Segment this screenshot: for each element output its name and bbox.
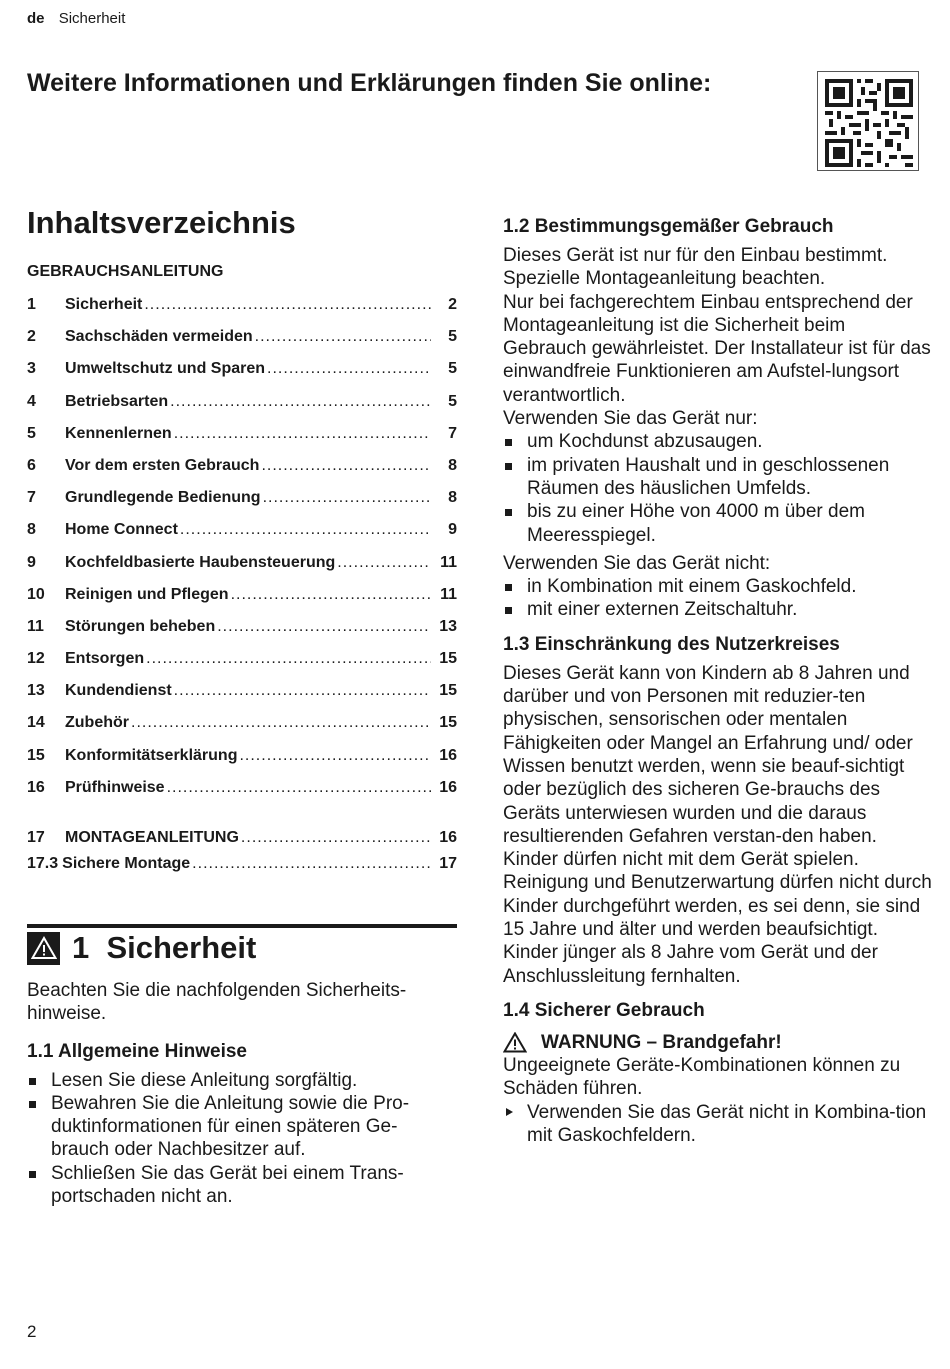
section-1-2-heading: 1.2 Bestimmungsgemäßer Gebrauch xyxy=(503,216,834,237)
list-item: mit einer externen Zeitschaltuhr. xyxy=(503,598,933,621)
header-section-title: Sicherheit xyxy=(58,10,126,27)
toc-entry[interactable] xyxy=(27,521,457,553)
toc-leader-dots xyxy=(267,360,431,378)
toc-entry-page: 11 xyxy=(440,553,457,571)
toc-leader-dots xyxy=(255,328,431,346)
toc-entry-number: 3 xyxy=(27,360,36,378)
qr-code-icon xyxy=(825,79,913,167)
toc-entry-number: 16 xyxy=(27,778,45,796)
list-item: Schließen Sie das Gerät bei einem Trans-portschaden nicht an. xyxy=(27,1162,447,1209)
toc-leader-dots xyxy=(146,650,431,668)
toc-entry-page: 9 xyxy=(448,521,457,539)
toc-entry-page: 16 xyxy=(439,829,457,846)
toc-entry[interactable] xyxy=(27,747,457,779)
running-header xyxy=(27,10,125,27)
toc-entry[interactable] xyxy=(27,779,457,811)
section-1-4-heading: 1.4 Sicherer Gebrauch xyxy=(503,999,705,1021)
toc-leader-dots xyxy=(174,425,431,443)
toc-entry[interactable] xyxy=(27,328,457,360)
toc-leader-dots xyxy=(131,714,431,732)
toc-entry-page: 2 xyxy=(448,296,457,313)
qr-code[interactable] xyxy=(817,71,919,171)
toc-entry[interactable] xyxy=(27,489,457,521)
section-1-title: 1 Sicherheit xyxy=(72,930,257,965)
toc-entry-number: 17 xyxy=(27,829,45,846)
section-1-2-nouse-list xyxy=(503,575,933,622)
toc-entry-label: Konformitätserklärung xyxy=(65,746,238,764)
toc-leader-dots xyxy=(167,779,431,797)
online-info-heading: Weitere Informationen und Erklärungen finden Sie online: xyxy=(27,69,712,97)
section-1-intro: Beachten Sie die nachfolgenden Sicherheits-hinweise. xyxy=(27,980,407,1025)
toc-entry-label: Sachschäden vermeiden xyxy=(65,328,253,346)
toc-entry-number: 7 xyxy=(27,489,36,507)
toc-leader-dots xyxy=(192,855,431,873)
toc-leader-dots xyxy=(239,747,431,765)
toc-entry[interactable] xyxy=(27,714,457,746)
toc-entry-number: 17.3 xyxy=(27,855,59,872)
toc-entry-number: 12 xyxy=(27,650,45,668)
warning-action-list xyxy=(503,1101,933,1148)
toc-entry-number: 6 xyxy=(27,456,36,474)
toc-entry-page: 16 xyxy=(439,778,457,796)
section-1-2-use-intro: Verwenden Sie das Gerät nur: xyxy=(503,408,758,430)
toc-entry-number: 5 xyxy=(27,424,36,442)
list-item: um Kochdunst abzusaugen. xyxy=(503,430,933,453)
toc-list xyxy=(27,296,457,811)
toc-leader-dots xyxy=(174,682,431,700)
toc-entry[interactable] xyxy=(27,425,457,457)
toc-entry-number: 10 xyxy=(27,585,45,603)
toc-entry-label: Vor dem ersten Gebrauch xyxy=(65,456,260,474)
toc-entry-number: 1 xyxy=(27,296,36,313)
section-1-2-nouse-intro: Verwenden Sie das Gerät nicht: xyxy=(503,552,771,574)
left-column xyxy=(27,205,457,1208)
toc-leader-dots xyxy=(170,393,431,411)
toc-entry-label: Betriebsarten xyxy=(65,392,169,410)
toc-entry[interactable] xyxy=(27,554,457,586)
toc-leader-dots xyxy=(231,586,431,604)
section-1-1-heading: 1.1 Allgemeine Hinweise xyxy=(27,1040,247,1062)
toc-entry-page: 7 xyxy=(448,424,457,442)
section-1-3-heading: 1.3 Einschränkung des Nutzerkreises xyxy=(503,633,840,655)
toc-entry[interactable] xyxy=(27,586,457,618)
toc-entry[interactable] xyxy=(27,682,457,714)
toc-entry-label: MONTAGEANLEITUNG xyxy=(65,829,239,846)
section-1-heading xyxy=(27,924,457,966)
toc-entry-number: 8 xyxy=(27,521,36,539)
toc-leader-dots xyxy=(263,489,431,507)
toc-entry-label: Grundlegende Bedienung xyxy=(65,489,261,507)
right-column xyxy=(503,215,933,1147)
toc-entry-page: 8 xyxy=(448,489,457,507)
toc-section-label: GEBRAUCHSANLEITUNG xyxy=(27,263,224,280)
toc-leader-dots xyxy=(241,829,431,847)
toc-entry-sichere-montage[interactable] xyxy=(27,855,457,881)
toc-entry-number: 11 xyxy=(27,617,44,635)
toc-entry-number: 14 xyxy=(27,714,45,732)
toc-entry[interactable] xyxy=(27,618,457,650)
toc-leader-dots xyxy=(217,618,431,636)
toc-entry-number: 9 xyxy=(27,553,36,571)
warning-text: Ungeeignete Geräte-Kombinationen können zu Schäden führen. xyxy=(503,1054,901,1100)
section-1-1-list xyxy=(27,1069,447,1209)
toc-entry-page: 5 xyxy=(448,360,457,378)
toc-entry-number: 4 xyxy=(27,392,36,410)
toc-entry[interactable] xyxy=(27,650,457,682)
page-number: 2 xyxy=(27,1322,37,1341)
toc-entry-label: Sichere Montage xyxy=(62,855,191,872)
toc-entry-number: 13 xyxy=(27,682,45,700)
toc-entry-label: Entsorgen xyxy=(65,650,145,668)
warning-label: WARNUNG – Brandgefahr! xyxy=(541,1031,782,1053)
section-1-2-use-list xyxy=(503,430,933,546)
toc-entry-page: 5 xyxy=(448,328,457,346)
toc-entry-label: Kochfeldbasierte Haubensteuerung xyxy=(65,553,336,571)
toc-entry-label: Home Connect xyxy=(65,521,178,539)
toc-entry-page: 17 xyxy=(439,855,457,872)
section-1-3-paragraph: Reinigung und Benutzerwartung dürfen nicht durch Kinder durchgeführt werden, es sei denn, sie sind 15 Jahre und älter und werden beaufsichtigt. xyxy=(503,872,932,941)
section-1-3-paragraph: Kinder jünger als 8 Jahre vom Gerät und der Anschlussleitung fernhalten. xyxy=(503,942,878,987)
toc-entry-label: Störungen beheben xyxy=(65,617,216,635)
section-1-2-paragraph: Dieses Gerät ist nur für den Einbau bestimmt. Spezielle Montageanleitung beachten. xyxy=(503,245,888,290)
toc-entry-page: 11 xyxy=(440,585,457,603)
action-step: Verwenden Sie das Gerät nicht in Kombina-tion mit Gaskochfeldern. xyxy=(503,1101,933,1148)
fire-warning xyxy=(503,1032,933,1054)
list-item: in Kombination mit einem Gaskochfeld. xyxy=(503,575,933,598)
toc-entry-label: Sicherheit xyxy=(65,296,143,313)
toc-entry-label: Kundendienst xyxy=(65,682,172,700)
toc-entry-label: Zubehör xyxy=(65,714,129,732)
toc-entry-label: Prüfhinweise xyxy=(65,778,165,796)
toc-entry-page: 15 xyxy=(439,682,457,700)
toc-leader-dots xyxy=(261,457,431,475)
toc-entry-label: Reinigen und Pflegen xyxy=(65,585,229,603)
toc-entry[interactable] xyxy=(27,457,457,489)
toc-entry-page: 5 xyxy=(448,392,457,410)
list-item: Lesen Sie diese Anleitung sorgfältig. xyxy=(27,1069,447,1092)
toc-title: Inhaltsverzeichnis xyxy=(27,205,296,240)
section-1-3-paragraph: Dieses Gerät kann von Kindern ab 8 Jahren und darüber und von Personen mit reduzier-ten physischen, sensorischen oder mentalen Fähigkeiten oder Mangel an Erfahrung und/ oder Wissen benutzt werden, wenn sie beauf-sichtigt oder bezüglich des sicheren Ge-brauchs des Geräts unterwiesen wurden und die daraus resultierenden Gefahren verstan-den haben. xyxy=(503,662,913,847)
warning-triangle-icon xyxy=(503,1032,527,1053)
toc-entry-number: 2 xyxy=(27,328,36,346)
toc-entry-page: 15 xyxy=(439,650,457,668)
toc-entry-page: 15 xyxy=(439,714,457,732)
toc-entry[interactable] xyxy=(27,393,457,425)
toc-leader-dots xyxy=(180,521,431,539)
list-item: Bewahren Sie die Anleitung sowie die Pro-duktinformationen für einen späteren Ge-brauch oder Nachbesitzer auf. xyxy=(27,1092,447,1162)
toc-leader-dots xyxy=(337,554,431,572)
list-item: bis zu einer Höhe von 4000 m über dem Meeresspiegel. xyxy=(503,500,933,547)
list-item: im privaten Haushalt und in geschlossenen Räumen des häuslichen Umfelds. xyxy=(503,454,933,501)
toc-entry-page: 16 xyxy=(439,746,457,764)
section-1-2-paragraph: Nur bei fachgerechtem Einbau entsprechend der Montageanleitung ist die Sicherheit beim Gebrauch gewährleistet. Der Installateur ist für das einwandfreie Funktionieren am Aufstel-lungsort verantwortlich. xyxy=(503,291,931,406)
toc-entry-label: Umweltschutz und Sparen xyxy=(65,360,266,378)
warning-triangle-icon xyxy=(27,932,60,965)
toc-entry-montage[interactable] xyxy=(27,829,457,855)
toc-entry[interactable] xyxy=(27,296,457,328)
toc-entry-label: Kennenlernen xyxy=(65,424,172,442)
toc-entry-number: 15 xyxy=(27,746,45,764)
section-1-3-paragraph: Kinder dürfen nicht mit dem Gerät spielen. xyxy=(503,849,859,871)
toc-entry-page: 13 xyxy=(439,617,457,635)
toc-leader-dots xyxy=(144,296,431,314)
toc-entry-page: 8 xyxy=(448,456,457,474)
language-code: de xyxy=(27,10,45,27)
toc-entry[interactable] xyxy=(27,360,457,392)
